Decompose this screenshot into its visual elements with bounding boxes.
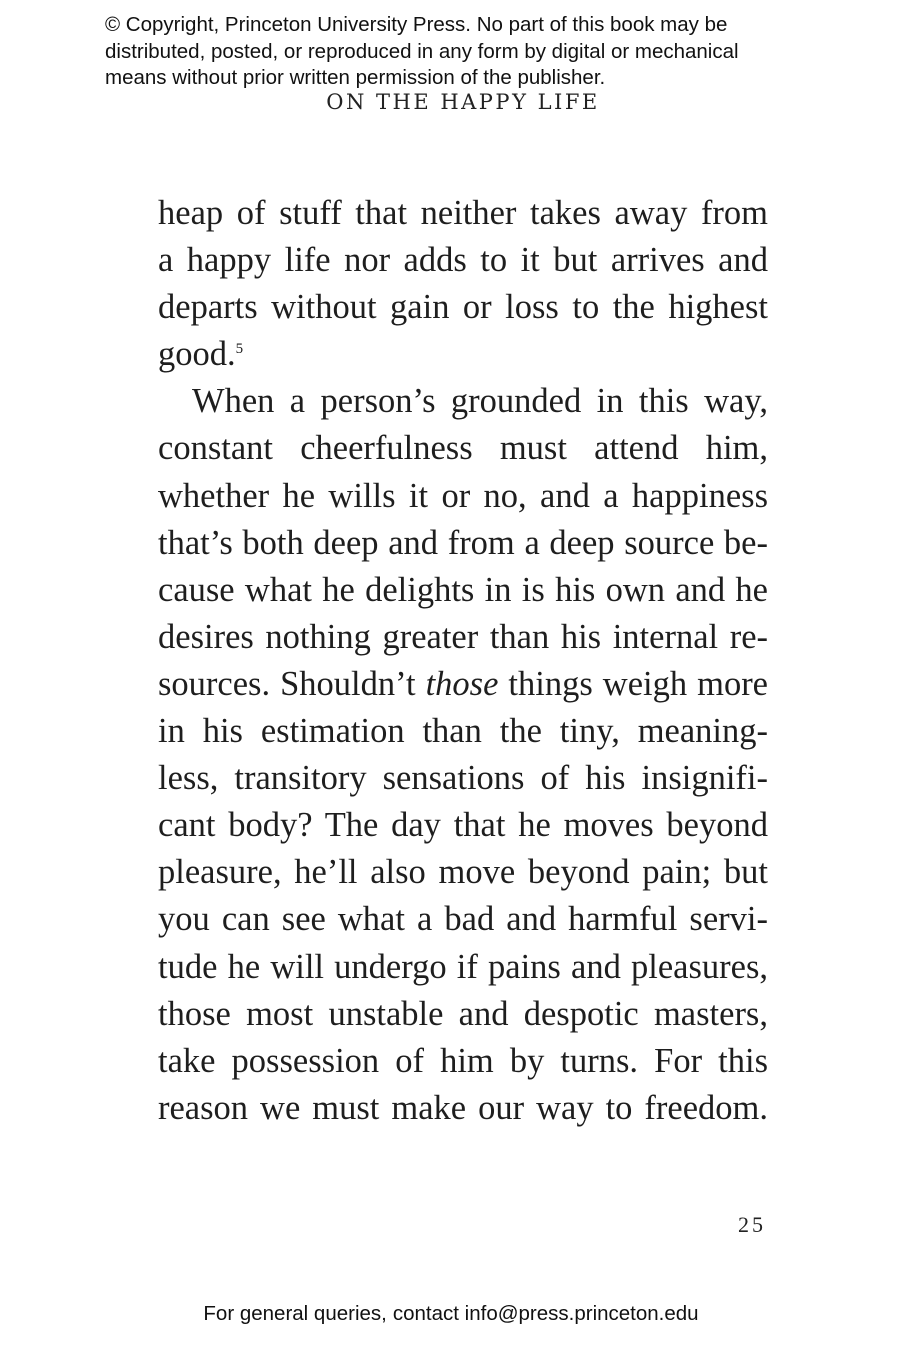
text-line: heap of stuff that neither takes away from [158, 194, 768, 232]
running-head: ON THE HAPPY LIFE [326, 90, 600, 114]
text-line: pleasure, he’ll also move beyond pain; but [158, 853, 768, 892]
copyright-notice [105, 12, 825, 92]
text-line: in his estimation than the tiny, meaning- [158, 712, 768, 751]
text-line: cause what he delights in is his own and he [158, 570, 768, 609]
body-text [158, 190, 768, 1132]
emphasized-word: those [425, 664, 499, 703]
contact-email-link[interactable]: contact info@press.princeton.edu [392, 1302, 699, 1325]
text-fragment: sources. Shouldn’t [158, 664, 426, 703]
copyright-line: © Copyright, Princeton University Press. No part of this book may be [105, 13, 728, 36]
text-line: departs without gain or loss to the highest [158, 288, 768, 327]
footer-text: For general queries, [203, 1302, 387, 1325]
text-line: desires nothing greater than his internal re- [158, 617, 768, 656]
text-line: When a person’s grounded in this way, [192, 382, 768, 421]
text-fragment: good. [158, 335, 236, 374]
page-number: 25 [738, 1212, 766, 1237]
copyright-line: means without prior written permission of the publisher. [105, 66, 606, 89]
text-line: tude he will undergo if pains and pleasures, [158, 947, 768, 986]
text-line: whether he wills it or no, and a happiness [158, 476, 768, 515]
copyright-line: distributed, posted, or reproduced in any form by digital or mechanical [105, 39, 739, 63]
footnote-reference[interactable]: 5 [235, 341, 244, 358]
text-fragment: things weigh more [498, 664, 768, 703]
text-line: you can see what a bad and harmful servi- [158, 900, 768, 939]
text-line: those most unstable and despotic masters, [158, 994, 768, 1033]
text-line [158, 661, 768, 708]
text-line [158, 331, 768, 378]
footer-contact [0, 1302, 900, 1326]
text-line: less, transitory sensations of his insignifi- [158, 759, 768, 798]
text-line: take possession of him by turns. For this [158, 1041, 768, 1080]
text-line: cant body? The day that he moves beyond [158, 806, 768, 845]
text-line: constant cheerfulness must attend him, [158, 429, 768, 468]
text-line: reason we must make our way to freedom. [158, 1088, 768, 1127]
text-line: that’s both deep and from a deep source be- [158, 523, 768, 562]
text-line: a happy life nor adds to it but arrives and [158, 241, 768, 280]
